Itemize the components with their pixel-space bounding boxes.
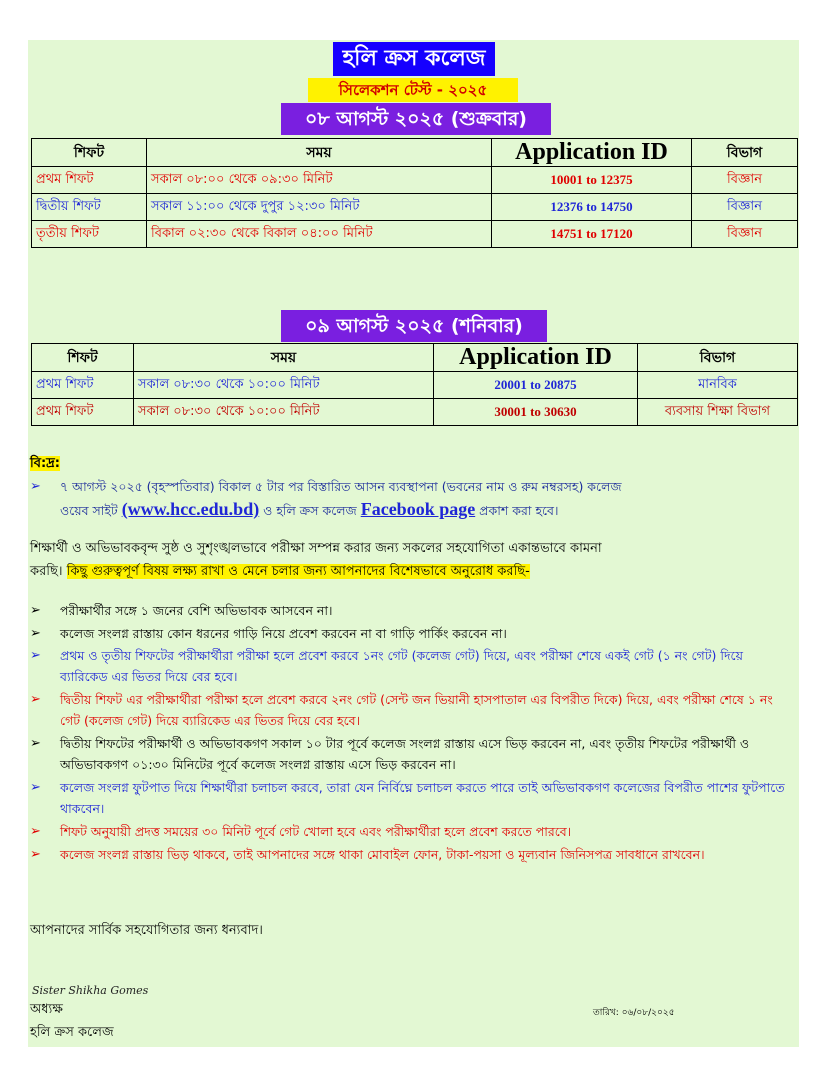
shift-cell: দ্বিতীয় শিফট bbox=[32, 194, 147, 221]
col-application-id: Application ID bbox=[492, 139, 692, 167]
app-id-cell: 14751 to 17120 bbox=[492, 221, 692, 248]
table-row bbox=[32, 167, 798, 194]
table-row bbox=[32, 221, 798, 248]
arrow-bullet-icon: ➢ bbox=[30, 780, 41, 795]
col-shift: শিফট bbox=[32, 139, 147, 167]
intro-highlight: কিছু গুরুত্বপূর্ণ বিষয় লক্ষ্য রাখা ও মেনে চলার জন্য আপনাদের বিশেষভাবে অনুরোধ করছি- bbox=[66, 564, 530, 579]
college-title: হলি ক্রস কলেজ bbox=[333, 42, 495, 76]
dept-cell: বিজ্ঞান bbox=[692, 221, 798, 248]
time-cell: বিকাল ০২:৩০ থেকে বিকাল ০৪:০০ মিনিট bbox=[147, 221, 492, 248]
notice-date: তারিখ: ০৬/০৮/২০২৫ bbox=[593, 1008, 675, 1018]
note-line1: ৭ আগস্ট ২০২৫ (বৃহস্পতিবার) বিকাল ৫ টার পর বিস্তারিত আসন ব্যবস্থাপনা (ভবনের নাম ও রুম নম্বরসহ) কলেজ bbox=[60, 479, 622, 494]
time-cell: সকাল ১১:০০ থেকে দুপুর ১২:৩০ মিনিট bbox=[147, 194, 492, 221]
time-cell: সকাল ০৮:০০ থেকে ০৯:৩০ মিনিট bbox=[147, 167, 492, 194]
note-label bbox=[30, 453, 60, 475]
note-text bbox=[60, 476, 785, 522]
rule-text: পরীক্ষার্থীর সঙ্গে ১ জনের বেশি অভিভাবক আসবেন না। bbox=[60, 603, 333, 618]
time-cell: সকাল ০৮:৩০ থেকে ১০:০০ মিনিট bbox=[134, 372, 434, 399]
arrow-bullet-icon: ➢ bbox=[30, 736, 41, 751]
rule-text: কলেজ সংলগ্ন রাস্তায় কোন ধরনের গাড়ি নিয়ে প্রবেশ করবেন না বা গাড়ি পার্কিং করবেন না। bbox=[60, 626, 507, 641]
note-line2-b: ও হলি ক্রস কলেজ bbox=[259, 503, 361, 518]
dept-cell: বিজ্ঞান bbox=[692, 167, 798, 194]
dept-cell: মানবিক bbox=[638, 372, 798, 399]
app-id-cell: 30001 to 30630 bbox=[434, 399, 638, 426]
rule-text: শিফট অনুযায়ী প্রদত্ত সময়ের ৩০ মিনিট পূর্বে গেট খোলা হবে এবং পরীক্ষার্থীরা হলে প্রবেশ করতে পারবে। bbox=[60, 824, 572, 839]
note-line2-a: ওয়েব সাইট bbox=[60, 503, 122, 518]
arrow-bullet-icon: ➢ bbox=[30, 626, 41, 641]
website-link[interactable]: (www.hcc.edu.bd) bbox=[121, 499, 260, 519]
note-label-text: বি:দ্র: bbox=[30, 456, 60, 471]
col-time: সময় bbox=[134, 344, 434, 372]
table-row bbox=[32, 194, 798, 221]
col-time: সময় bbox=[147, 139, 492, 167]
designation: অধ্যক্ষ bbox=[30, 1002, 63, 1017]
app-id-cell: 20001 to 20875 bbox=[434, 372, 638, 399]
arrow-bullet-icon: ➢ bbox=[30, 479, 41, 494]
day1-date: ০৮ আগস্ট ২০২৫ (শুক্রবার) bbox=[281, 103, 551, 135]
dept-cell: ব্যবসায় শিক্ষা বিভাগ bbox=[638, 399, 798, 426]
rule-text: কলেজ সংলগ্ন ফুটপাত দিয়ে শিক্ষার্থীরা চলাচল করবে, তারা যেন নির্বিঘ্নে চলাচল করতে পারে তাই অভিভাবকগণ কলেজের বিপরীত পাশের ফুটপাতে থাকবেন। bbox=[60, 780, 785, 816]
shift-cell: প্রথম শিফট bbox=[32, 167, 147, 194]
arrow-bullet-icon: ➢ bbox=[30, 824, 41, 839]
intro-line2-a: করছি। bbox=[30, 564, 67, 579]
rule-text: প্রথম ও তৃতীয় শিফটের পরীক্ষার্থীরা পরীক্ষা হলে প্রবেশ করবে ১নং গেট (কলেজ গেট) দিয়ে, এবং পরীক্ষা শেষে একই গেট (১ নং গেট) দিয়ে ব্যারিকেড এর ভিতর দিয়ে বের হবে। bbox=[60, 648, 743, 684]
day1-schedule-table bbox=[31, 138, 798, 248]
rule-text: কলেজ সংলগ্ন রাস্তায় ভিড় থাকবে, তাই আপনাদের সঙ্গে থাকা মোবাইল ফোন, টাকা-পয়সা ও মূল্যবান জিনিসপত্র সাবধানে রাখবেন। bbox=[60, 847, 705, 862]
arrow-bullet-icon: ➢ bbox=[30, 648, 41, 663]
arrow-bullet-icon: ➢ bbox=[30, 847, 41, 862]
rule-text: দ্বিতীয় শিফটের পরীক্ষার্থী ও অভিভাবকগণ সকাল ১০ টার পূর্বে কলেজ সংলগ্ন রাস্তায় এসে ভিড় করবেন না, এবং তৃতীয় শিফটের পরীক্ষার্থী ও অভিভাবকগণ ০১:৩০ মিনিটের পূর্বে কলেজ সংলগ্ন রাস্তায় এসে ভিড় করবেন না। bbox=[60, 736, 750, 772]
day2-date: ০৯ আগস্ট ২০২৫ (শনিবার) bbox=[281, 310, 547, 342]
arrow-bullet-icon: ➢ bbox=[30, 603, 41, 618]
rule-text: দ্বিতীয় শিফট এর পরীক্ষার্থীরা পরীক্ষা হলে প্রবেশ করবে ২নং গেট (সেন্ট জন ভিয়ানী হাসপাতাল এর বিপরীত দিকে) দিয়ে, এবং পরীক্ষা শেষে ১ নং গেট (কলেজ গেট) দিয়ে ব্যারিকেড এর ভিতর দিয়ে বের হবে। bbox=[60, 692, 773, 728]
intro-paragraph bbox=[30, 537, 795, 583]
arrow-bullet-icon: ➢ bbox=[30, 692, 41, 707]
col-shift: শিফট bbox=[32, 344, 134, 372]
table-header-row bbox=[32, 139, 798, 167]
shift-cell: তৃতীয় শিফট bbox=[32, 221, 147, 248]
shift-cell: প্রথম শিফট bbox=[32, 372, 134, 399]
intro-line1: শিক্ষার্থী ও অভিভাবকবৃন্দ সুষ্ঠ ও সুশৃংঙ্খলভাবে পরীক্ষা সম্পন্ন করার জন্য সকলের সহযোগিতা একান্তভাবে কামনা bbox=[30, 541, 602, 556]
shift-cell: প্রথম শিফট bbox=[32, 399, 134, 426]
facebook-page-link[interactable]: Facebook page bbox=[360, 499, 476, 519]
time-cell: সকাল ০৮:৩০ থেকে ১০:০০ মিনিট bbox=[134, 399, 434, 426]
day2-schedule-table bbox=[31, 343, 798, 426]
app-id-cell: 12376 to 14750 bbox=[492, 194, 692, 221]
thanks-text: আপনাদের সার্বিক সহযোগিতার জন্য ধন্যবাদ। bbox=[30, 923, 263, 938]
table-row bbox=[32, 372, 798, 399]
col-department: বিভাগ bbox=[692, 139, 798, 167]
col-department: বিভাগ bbox=[638, 344, 798, 372]
app-id-cell: 10001 to 12375 bbox=[492, 167, 692, 194]
exam-title: সিলেকশন টেস্ট - ২০২৫ bbox=[308, 78, 518, 102]
col-application-id: Application ID bbox=[434, 344, 638, 372]
note-line2-c: প্রকাশ করা হবে। bbox=[475, 503, 559, 518]
principal-signature: Sister Shikha Gomes bbox=[32, 984, 149, 997]
table-header-row bbox=[32, 344, 798, 372]
dept-cell: বিজ্ঞান bbox=[692, 194, 798, 221]
notice-page bbox=[28, 40, 799, 1047]
table-row bbox=[32, 399, 798, 426]
institution-name: হলি ক্রস কলেজ bbox=[30, 1025, 114, 1040]
